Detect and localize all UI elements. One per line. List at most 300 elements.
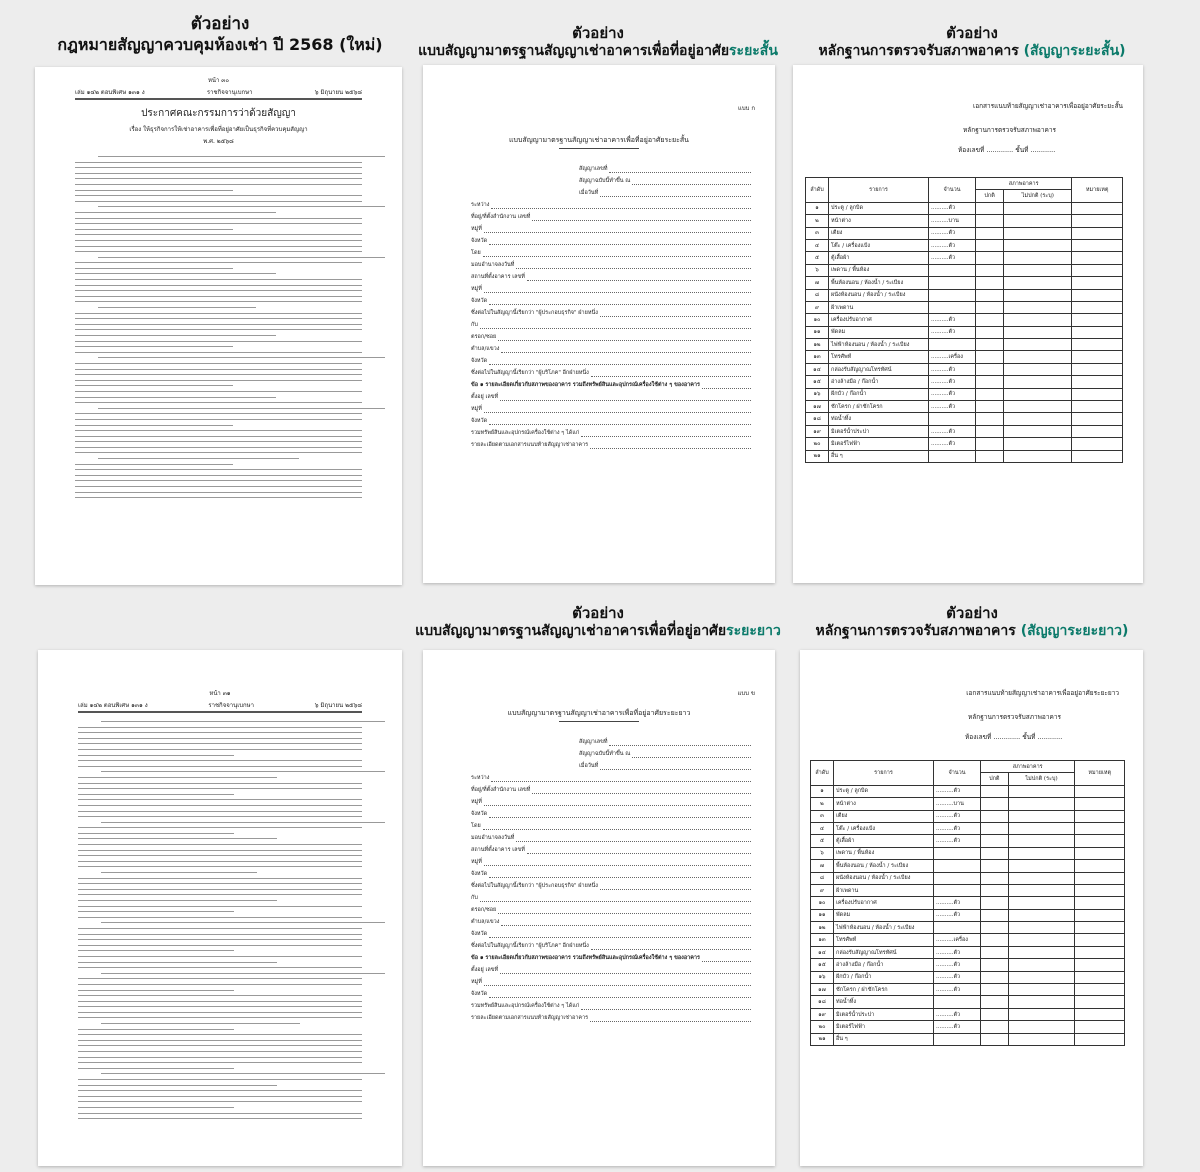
table-cell: [1072, 438, 1123, 450]
form-field-label: กับ: [471, 322, 478, 328]
text-line: [75, 318, 362, 319]
form-field-label: ตรอก/ซอย: [471, 334, 497, 340]
table-cell: [1004, 314, 1072, 326]
table-cell: [1008, 959, 1075, 971]
form-code: แบบ ก: [737, 105, 755, 112]
contract-title: แบบสัญญามาตรฐานสัญญาเช่าอาคารเพื่อที่อยู่อาศัยระยะยาว: [507, 709, 691, 717]
text-line: [75, 173, 362, 174]
room-number: ห้องเลขที่ ............. ชั้นที่ ............: [965, 733, 1063, 741]
table-cell: พัดลม: [829, 326, 929, 338]
table-cell: [1075, 996, 1125, 1008]
table-cell: [976, 401, 1004, 413]
table-row: [811, 934, 1125, 946]
table-cell: [1008, 785, 1075, 797]
table-cell: ..........ตัว: [934, 971, 981, 983]
table-cell: ฝักบัว / ก๊อกน้ำ: [829, 388, 929, 400]
table-cell: ..........ตัว: [929, 227, 976, 239]
table-cell: ..........ตัว: [934, 909, 981, 921]
table-cell: [1008, 922, 1075, 934]
table-cell: [981, 785, 1009, 797]
text-line: [78, 1096, 362, 1097]
table-cell: [1004, 264, 1072, 276]
table-cell: [1004, 425, 1072, 437]
form-field-label: ที่อยู่/ที่ตั้งสำนักงาน เลขที่: [471, 214, 531, 220]
text-line: [75, 301, 362, 302]
table-row: [811, 884, 1125, 896]
table-cell: [1004, 401, 1072, 413]
form-field-row: [471, 1014, 751, 1022]
text-line: [78, 732, 362, 733]
text-line: [78, 878, 362, 879]
text-line: [75, 324, 362, 325]
table-cell: [1008, 946, 1075, 958]
form-field-label: หมู่ที่: [471, 859, 482, 865]
form-field-label: ซึ่งต่อไปในสัญญานี้เรียกว่า "ผู้บริโภค" อีกฝ่ายหนึ่ง: [471, 943, 589, 949]
table-cell: [1008, 909, 1075, 921]
table-cell: [1075, 1008, 1125, 1020]
form-field-row: [471, 297, 751, 305]
text-line: [78, 906, 362, 907]
text-line: [75, 223, 362, 224]
table-cell: ท่อน้ำทิ้ง: [834, 996, 934, 1008]
contract-title: แบบสัญญามาตรฐานสัญญาเช่าอาคารเพื่อที่อยู่อาศัยระยะสั้น: [509, 136, 689, 144]
form-field-blank: [632, 178, 751, 185]
form-field-blank: [483, 250, 751, 257]
table-cell: ๑๐: [806, 314, 829, 326]
table-cell: [981, 984, 1009, 996]
inspection-table: [805, 177, 1123, 463]
table-cell: ๑๘: [811, 996, 834, 1008]
table-header-cell: ลำดับ: [806, 178, 829, 203]
table-cell: [1075, 909, 1125, 921]
table-cell: ๑๗: [811, 984, 834, 996]
table-cell: [1072, 264, 1123, 276]
form-field-label: สถานที่ตั้งอาคาร เลขที่: [471, 274, 525, 280]
form-field-row: [471, 870, 751, 878]
text-line: [78, 1101, 362, 1102]
form-field-row: [471, 882, 751, 890]
text-line: [75, 374, 362, 375]
text-line: [78, 956, 362, 957]
table-cell: [1004, 227, 1072, 239]
table-cell: ๑๖: [806, 388, 829, 400]
caption-law-2568: [30, 14, 410, 55]
table-cell: ..........ตัว: [934, 959, 981, 971]
text-line: [75, 397, 276, 398]
table-cell: เพดาน / พื้นห้อง: [829, 264, 929, 276]
text-line: [78, 1012, 362, 1013]
table-row: [811, 909, 1125, 921]
text-line: [78, 934, 362, 935]
table-cell: ๘: [811, 872, 834, 884]
table-cell: [1008, 798, 1075, 810]
text-line: [101, 922, 385, 923]
caption-highlight: ระยะสั้น: [729, 42, 778, 59]
text-line: [78, 855, 362, 856]
table-cell: [1008, 1033, 1075, 1045]
table-cell: [1004, 301, 1072, 313]
text-line: [75, 369, 362, 370]
form-field-row: [471, 810, 751, 818]
text-line: [75, 201, 362, 202]
table-cell: [1072, 413, 1123, 425]
table-cell: [1008, 822, 1075, 834]
form-field-label: หมู่ที่: [471, 406, 482, 412]
caption-line2: กฎหมายสัญญาควบคุมห้องเช่า ปี 2568 (ใหม่): [57, 35, 383, 55]
table-cell: [1072, 227, 1123, 239]
form-field-row: [471, 906, 751, 914]
table-header-cell: ไม่ปกติ (ระบุ): [1008, 773, 1075, 785]
text-line: [78, 950, 234, 951]
gazette-volume: เล่ม ๑๔๒ ตอนพิเศษ ๑๓๑ ง: [78, 702, 148, 709]
table-cell: โทรศัพท์: [834, 934, 934, 946]
table-cell: ..........เครื่อง: [929, 351, 976, 363]
text-line: [78, 816, 362, 817]
table-cell: [1072, 314, 1123, 326]
text-line: [78, 1006, 362, 1007]
table-cell: ๕: [811, 835, 834, 847]
form-field-label: ซึ่งต่อไปในสัญญานี้เรียกว่า "ผู้ประกอบธุรกิจ" ฝ่ายหนึ่ง: [471, 310, 598, 316]
form-field-blank: [489, 238, 751, 245]
table-header-cell: จำนวน: [929, 178, 976, 203]
form-field-blank: [600, 190, 751, 197]
table-row: [811, 1008, 1125, 1020]
header-rule: [75, 98, 362, 100]
form-field-label: ซึ่งต่อไปในสัญญานี้เรียกว่า "ผู้บริโภค" อีกฝ่ายหนึ่ง: [471, 370, 589, 376]
table-cell: [929, 450, 976, 462]
form-field-label: ข้อ ๑ รายละเอียดเกี่ยวกับสภาพของอาคาร รวมถึงทรัพย์สินและอุปกรณ์เครื่องใช้ต่าง ๆ ของอาคาร: [471, 382, 700, 388]
table-cell: [1008, 810, 1075, 822]
table-cell: อ่างล้างมือ / ก๊อกน้ำ: [834, 959, 934, 971]
table-cell: [981, 971, 1009, 983]
table-cell: ไฟฟ้าห้องนอน / ห้องน้ำ / ระเบียง: [834, 922, 934, 934]
form-field-row: [471, 798, 751, 806]
form-field-blank: [591, 943, 751, 950]
form-field-blank: [483, 823, 751, 830]
table-cell: ชักโครก / ฝาชักโครก: [829, 401, 929, 413]
form-field-row: [471, 333, 751, 341]
table-cell: [1004, 239, 1072, 251]
form-field-blank: [484, 859, 751, 866]
form-field-label: รวมทรัพย์สินและอุปกรณ์เครื่องใช้ต่าง ๆ ได้แก่: [471, 1003, 580, 1009]
table-cell: ๑๐: [811, 897, 834, 909]
form-field-label: สถานที่ตั้งอาคาร เลขที่: [471, 847, 525, 853]
form-field-blank: [484, 799, 751, 806]
table-cell: ..........ตัว: [929, 376, 976, 388]
table-cell: ๙: [806, 301, 829, 313]
table-cell: [1075, 785, 1125, 797]
form-field-label: จังหวัด: [471, 871, 488, 877]
form-field-blank: [527, 847, 751, 854]
text-line: [78, 900, 277, 901]
table-row: [811, 872, 1125, 884]
table-cell: [1008, 847, 1075, 859]
text-line: [78, 978, 362, 979]
table-cell: ชักโครก / ฝาชักโครก: [834, 984, 934, 996]
text-line: [75, 296, 362, 297]
table-cell: [976, 351, 1004, 363]
table-cell: ๑๔: [806, 363, 829, 375]
table-cell: [1008, 971, 1075, 983]
table-cell: [1008, 1021, 1075, 1033]
table-cell: [976, 339, 1004, 351]
table-cell: [976, 450, 1004, 462]
form-field-blank: [516, 262, 751, 269]
form-field-row: [471, 285, 751, 293]
table-cell: ๙: [811, 884, 834, 896]
table-cell: [981, 798, 1009, 810]
form-field-label: จังหวัด: [471, 931, 488, 937]
contract-form: [471, 738, 751, 1022]
form-field-row: [471, 381, 751, 389]
table-cell: [1072, 450, 1123, 462]
text-line: [75, 469, 362, 470]
caption-line1: ตัวอย่าง: [572, 604, 624, 622]
text-line: [78, 1107, 234, 1108]
form-field-label: หมู่ที่: [471, 979, 482, 985]
table-cell: [1072, 401, 1123, 413]
table-cell: [976, 202, 1004, 214]
form-field-label: มอบอำนาจลงวันที่: [471, 262, 515, 268]
table-cell: ๑๓: [806, 351, 829, 363]
table-cell: ๑๒: [811, 922, 834, 934]
gazette-date: ๖ มิถุนายน ๒๕๖๘: [314, 702, 362, 709]
table-cell: [1075, 897, 1125, 909]
text-line: [78, 1029, 234, 1030]
inspection-title: หลักฐานการตรวจรับสภาพอาคาร: [968, 713, 1061, 721]
table-cell: ..........ตัว: [929, 252, 976, 264]
table-cell: ..........ตัว: [934, 1008, 981, 1020]
table-row: [811, 847, 1125, 859]
table-cell: [976, 227, 1004, 239]
table-cell: [981, 934, 1009, 946]
table-cell: [1004, 388, 1072, 400]
form-field-label: จังหวัด: [471, 358, 488, 364]
gazette-name: ราชกิจจานุเบกษา: [206, 89, 253, 96]
text-line: [75, 262, 362, 263]
gazette-volume: เล่ม ๑๔๒ ตอนพิเศษ ๑๓๑ ง: [75, 89, 145, 96]
form-field-blank: [480, 322, 751, 329]
text-line: [78, 945, 362, 946]
table-cell: ๒๑: [806, 450, 829, 462]
table-cell: [981, 897, 1009, 909]
form-field-row: [579, 189, 751, 197]
text-line: [78, 1113, 362, 1114]
form-field-blank: [702, 955, 751, 962]
table-row: [811, 1033, 1125, 1045]
table-cell: [981, 959, 1009, 971]
form-field-label: ตั้งอยู่ เลขที่: [471, 967, 499, 973]
table-row: [806, 401, 1123, 413]
form-field-row: [471, 441, 751, 449]
table-cell: ..........ตัว: [934, 1021, 981, 1033]
table-cell: [1075, 946, 1125, 958]
table-row: [806, 326, 1123, 338]
table-cell: [929, 277, 976, 289]
table-row: [806, 376, 1123, 388]
text-line: [78, 1068, 234, 1069]
table-cell: [1008, 897, 1075, 909]
title-underline: [559, 721, 639, 722]
form-field-row: [579, 762, 751, 770]
table-cell: [1004, 438, 1072, 450]
form-field-blank: [581, 430, 751, 437]
form-field-label: ตั้งอยู่ เลขที่: [471, 394, 499, 400]
text-line: [78, 1118, 362, 1119]
form-field-label: เมื่อวันที่: [579, 763, 599, 769]
form-field-row: [471, 225, 751, 233]
table-cell: พื้นห้องนอน / ห้องน้ำ / ระเบียง: [829, 277, 929, 289]
caption-inspection-short: [782, 24, 1162, 60]
text-line: [98, 257, 385, 258]
text-line: [78, 727, 362, 728]
form-field-blank: [484, 286, 751, 293]
table-row: [811, 860, 1125, 872]
text-line: [75, 492, 362, 493]
text-line: [78, 861, 362, 862]
text-line: [78, 749, 362, 750]
table-cell: ไฟฟ้าห้องนอน / ห้องน้ำ / ระเบียง: [829, 339, 929, 351]
form-field-row: [471, 858, 751, 866]
form-field-row: [471, 978, 751, 986]
gazette-page-30: [35, 67, 402, 585]
table-cell: ฝักบัว / ก๊อกน้ำ: [834, 971, 934, 983]
table-cell: [976, 326, 1004, 338]
form-field-label: ที่อยู่/ที่ตั้งสำนักงาน เลขที่: [471, 787, 531, 793]
form-field-row: [471, 966, 751, 974]
caption-line2: แบบสัญญามาตรฐานสัญญาเช่าอาคารเพื่อที่อยู่อาศัย: [418, 42, 730, 59]
table-cell: [1072, 252, 1123, 264]
table-cell: [981, 909, 1009, 921]
caption-line2: หลักฐานการตรวจรับสภาพอาคาร: [815, 622, 1021, 639]
text-line: [75, 246, 362, 247]
form-field-blank: [484, 226, 751, 233]
table-cell: [1004, 413, 1072, 425]
text-line: [75, 380, 362, 381]
form-field-blank: [632, 751, 751, 758]
table-cell: ประตู / ลูกบิด: [834, 785, 934, 797]
text-line: [78, 833, 234, 834]
text-line: [75, 480, 362, 481]
table-cell: [981, 1021, 1009, 1033]
caption-contract-short: [408, 24, 788, 60]
form-field-blank: [500, 967, 751, 974]
form-field-label: จังหวัด: [471, 811, 488, 817]
text-line: [75, 419, 362, 420]
form-field-label: ระหว่าง: [471, 202, 490, 208]
table-cell: [929, 301, 976, 313]
table-cell: ผนังห้องนอน / ห้องน้ำ / ระเบียง: [834, 872, 934, 884]
text-line: [78, 1034, 362, 1035]
text-line: [101, 721, 385, 722]
form-field-blank: [500, 394, 751, 401]
gazette-date: ๖ มิถุนายน ๒๕๖๘: [314, 89, 362, 96]
form-field-row: [471, 894, 751, 902]
text-line: [98, 206, 385, 207]
text-line: [75, 285, 362, 286]
table-cell: [1072, 301, 1123, 313]
table-cell: [1075, 872, 1125, 884]
form-field-row: [471, 1002, 751, 1010]
table-cell: [1072, 376, 1123, 388]
text-line: [78, 866, 362, 867]
table-cell: [981, 847, 1009, 859]
text-line: [78, 894, 362, 895]
contract-long-page: [423, 650, 775, 1166]
form-field-row: [471, 786, 751, 794]
form-field-blank: [501, 346, 751, 353]
table-cell: โต๊ะ / เครื่องแป้ง: [834, 822, 934, 834]
table-cell: [1072, 339, 1123, 351]
form-field-blank: [489, 931, 751, 938]
text-line: [78, 1045, 362, 1046]
table-row: [806, 425, 1123, 437]
text-line: [75, 290, 362, 291]
text-line: [78, 799, 362, 800]
table-cell: [1008, 1008, 1075, 1020]
table-cell: [1075, 1021, 1125, 1033]
table-cell: เครื่องปรับอากาศ: [829, 314, 929, 326]
table-cell: [1004, 277, 1072, 289]
table-cell: [1072, 425, 1123, 437]
form-field-blank: [489, 991, 751, 998]
text-line: [75, 190, 233, 191]
form-field-label: โดย: [471, 823, 481, 829]
table-cell: อ่างล้างมือ / ก๊อกน้ำ: [829, 376, 929, 388]
table-cell: ..........ตัว: [934, 897, 981, 909]
table-cell: [1072, 289, 1123, 301]
text-line: [75, 363, 362, 364]
text-line: [101, 872, 257, 873]
inspection-short-page: [793, 65, 1143, 583]
table-header-cell: รายการ: [829, 178, 929, 203]
form-field-label: ตำบล/แขวง: [471, 346, 500, 352]
table-cell: [934, 996, 981, 1008]
table-cell: มิเตอร์น้ำประปา: [829, 425, 929, 437]
form-field-label: สัญญาฉบับนี้ทำขึ้น ณ: [579, 178, 631, 184]
table-cell: [1075, 959, 1125, 971]
table-cell: พัดลม: [834, 909, 934, 921]
text-line: [75, 436, 362, 437]
table-cell: ..........เครื่อง: [934, 934, 981, 946]
table-cell: ..........ตัว: [929, 438, 976, 450]
form-field-label: หมู่ที่: [471, 799, 482, 805]
table-row: [811, 785, 1125, 797]
text-line: [78, 794, 234, 795]
table-cell: ตู้เสื้อผ้า: [834, 835, 934, 847]
table-cell: มิเตอร์น้ำประปา: [834, 1008, 934, 1020]
table-cell: [1004, 376, 1072, 388]
text-line: [75, 452, 362, 453]
text-line: [98, 458, 299, 459]
table-header-cell: หมายเหตุ: [1072, 178, 1123, 203]
table-cell: ..........ตัว: [929, 202, 976, 214]
table-cell: ..........ตัว: [929, 425, 976, 437]
table-row: [811, 835, 1125, 847]
table-cell: ๒: [806, 215, 829, 227]
table-cell: [976, 215, 1004, 227]
table-row: [806, 339, 1123, 351]
page-number: หน้า ๓๐: [207, 77, 230, 84]
text-line: [78, 844, 362, 845]
table-cell: [1004, 202, 1072, 214]
table-cell: ๔: [811, 822, 834, 834]
table-cell: [1075, 822, 1125, 834]
form-field-row: [471, 357, 751, 365]
attachment-header: เอกสารแนบท้ายสัญญาเช่าอาคารเพื่ออยู่อาศัยระยะสั้น: [973, 102, 1123, 110]
text-line: [78, 911, 234, 912]
text-line: [78, 1090, 362, 1091]
